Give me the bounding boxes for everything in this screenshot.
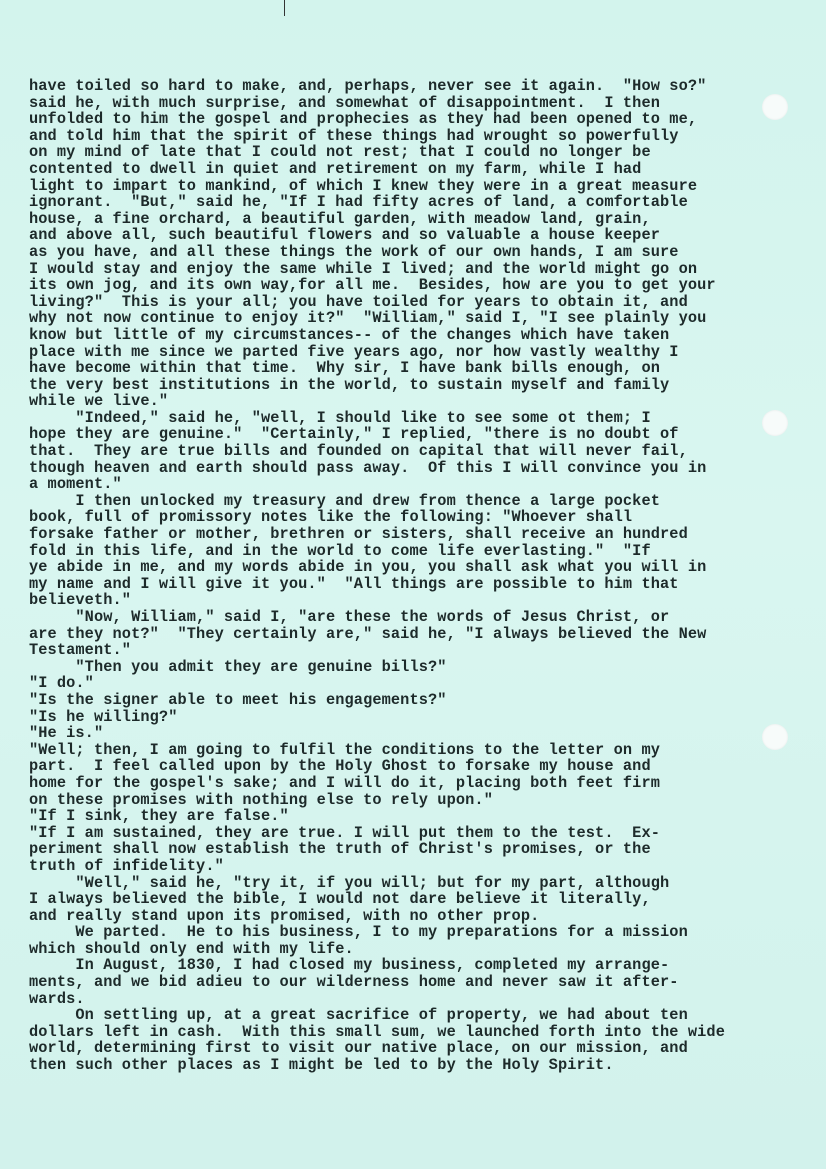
text-line: In August, 1830, I had closed my business, completed my arrange- [29,956,670,975]
text-line: and above all, such beautiful flowers and so valuable a house keeper [29,226,661,245]
text-line: "Is the signer able to meet his engagements?" [29,690,447,709]
text-line: know but little of my circumstances-- of the changes which have taken [29,325,670,344]
text-line: as you have, and all these things the work of our own hands, I am sure [29,242,679,261]
text-line: house, a fine orchard, a beautiful garden, with meadow land, grain, [29,209,651,228]
text-line: light to impart to mankind, of which I knew they were in a great measure [29,176,698,195]
text-line: "If I am sustained, they are true. I will put them to the test. Ex- [29,823,661,842]
text-line: though heaven and earth should pass away. Of this I will convince you in [29,458,707,477]
text-line: and told him that the spirit of these things had wrought so powerfully [29,126,679,145]
text-line: We parted. He to his business, I to my preparations for a mission [29,923,688,942]
text-line: dollars left in cash. With this small sum, we launched forth into the wide [29,1022,725,1041]
text-line: periment shall now establish the truth of Christ's promises, or the [29,840,651,859]
text-line: "I do." [29,674,94,693]
text-line: believeth." [29,591,132,610]
text-line: contented to dwell in quiet and retirement on my farm, while I had [29,159,642,178]
text-line: book, full of promissory notes like the following: "Whoever shall [29,508,633,527]
text-line: forsake father or mother, brethren or sisters, shall receive an hundred [29,525,688,544]
text-line: living?" This is your all; you have toiled for years to obtain it, and [29,292,688,311]
text-line: said he, with much surprise, and somewhat of disappointment. I then [29,93,661,112]
text-line: "If I sink, they are false." [29,807,289,826]
text-line: "Then you admit they are genuine bills?" [29,657,447,676]
top-margin-mark [284,0,285,16]
text-line: ments, and we bid adieu to our wilderness home and never saw it after- [29,973,679,992]
text-line: which should only end with my life. [29,939,354,958]
text-line: ignorant. "But," said he, "If I had fifty acres of land, a comfortable [29,193,688,212]
text-line: "Now, William," said I, "are these the words of Jesus Christ, or [29,608,670,626]
text-line: "Well," said he, "try it, if you will; but for my part, although [29,873,670,892]
text-line: "Well; then, I am going to fulfil the conditions to the letter on my [29,740,661,759]
text-line: its own jog, and its own way,for all me. Besides, how are you to get your [29,276,716,295]
text-line: unfolded to him the gospel and prophecies as they had been opened to me, [29,110,698,129]
text-line: then such other places as I might be led to by the Holy Spirit. [29,1056,614,1075]
text-line: ye abide in me, and my words abide in you, you shall ask what you will in [29,558,707,577]
text-line: fold in this life, and in the world to come life everlasting." "If [29,541,651,560]
text-line: why not now continue to enjoy it?" "William," said I, "I see plainly you [29,309,707,328]
text-line: world, determining first to visit our native place, on our mission, and [29,1039,688,1058]
text-line: place with me since we parted five years ago, nor how vastly wealthy I [29,342,679,361]
text-line: home for the gospel's sake; and I will do it, placing both feet firm [29,773,661,792]
text-line: Testament." [29,641,132,660]
text-line: I always believed the bible, I would not dare believe it literally, [29,890,651,909]
text-line: a moment." [29,475,122,494]
document-text-body [29,78,799,1074]
text-line: part. I feel called upon by the Holy Ghost to forsake my house and [29,757,651,776]
text-line: and really stand upon its promised, with no other prop. [29,906,540,925]
text-line: on these promises with nothing else to rely upon." [29,790,493,809]
text-line: have become within that time. Why sir, I have bank bills enough, on [29,359,661,378]
text-line: I would stay and enjoy the same while I lived; and the world might go on [29,259,698,278]
text-line: my name and I will give it you." "All things are possible to him that [29,574,679,593]
text-line: I then unlocked my treasury and drew from thence a large pocket [29,491,661,510]
text-line: truth of infidelity." [29,856,224,875]
text-line: "Is he willing?" [29,707,178,726]
text-line: on my mind of late that I could not rest; that I could no longer be [29,143,651,162]
text-line: "He is." [29,724,104,743]
text-line: hope they are genuine." "Certainly," I replied, "there is no doubt of [29,425,679,444]
text-line: are they not?" "They certainly are," said he, "I always believed the New [29,624,707,643]
text-line: that. They are true bills and founded on capital that will never fail, [29,442,688,461]
text-line: while we live." [29,392,169,411]
text-line: On settling up, at a great sacrifice of property, we had about ten [29,1006,688,1025]
text-line: have toiled so hard to make, and, perhaps, never see it again. "How so?" [29,77,707,95]
text-line: the very best institutions in the world, to sustain myself and family [29,375,670,394]
text-line: wards. [29,989,85,1008]
text-line: "Indeed," said he, "well, I should like to see some ot them; I [29,408,651,427]
